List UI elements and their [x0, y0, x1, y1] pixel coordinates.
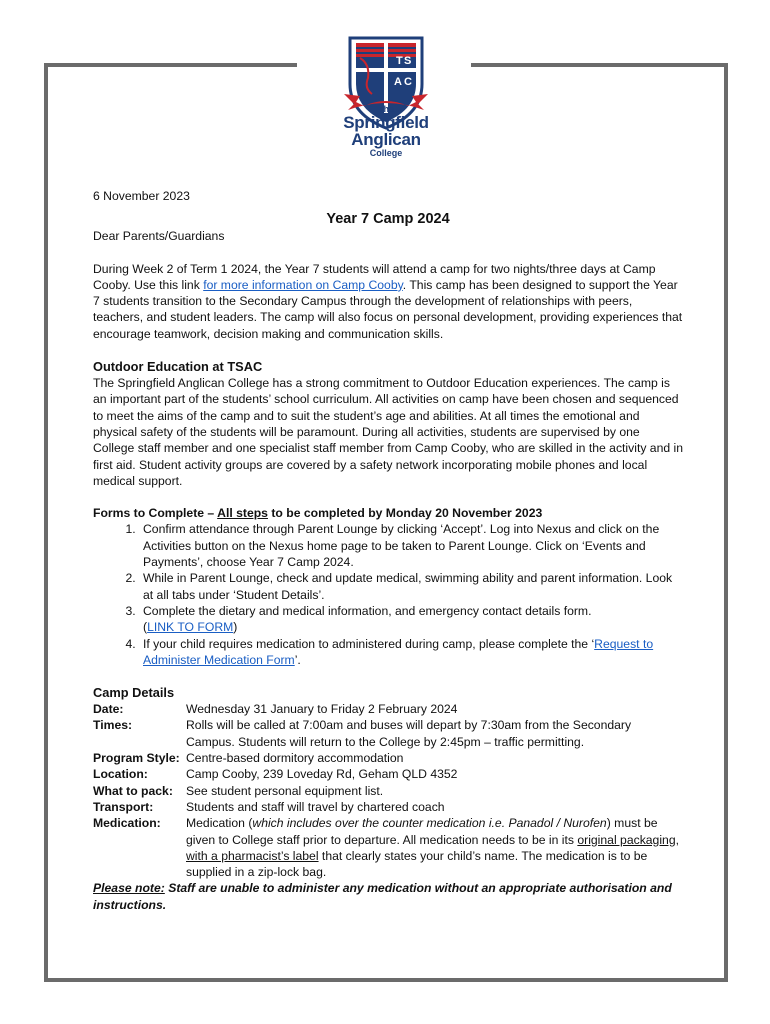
forms-heading-a: Forms to Complete – [93, 506, 218, 521]
salutation: Dear Parents/Guardians [93, 229, 225, 244]
outdoor-education-paragraph: The Springfield Anglican College has a strong commitment to Outdoor Education experiences. The camp is an important part of the students’ school curriculum. All activities on camp have been chosen and sequenced to meet the aims of the camp and to suit the student’s age and abilities. At all times the emotional and physical safety of the students will be paramount. During all activities, students are supervised by one College staff member and one specialist staff member from Camp Cooby, who are skilled in the activity and in first aid. Student activity groups are covered by a safety network incorporating mobile phones and local medical support. [93, 376, 684, 488]
times-label: Times: [93, 718, 133, 733]
crest-letter-a: A [394, 76, 402, 88]
medication-value [186, 815, 683, 880]
forms-heading [93, 505, 683, 521]
step3-paren-open: ( [143, 620, 148, 635]
med-text-italic: which includes over the counter medication i.e. Panadol / Nurofen [252, 816, 607, 831]
intro-text-end: . This camp has been designed to support the Year 7 students transition to the Secondary Campus through the development of relationships with peers, teachers, and student leaders. The camp will also focus on personal development, providing experiences that encourage teamwork, decision making and communication skills. [93, 277, 683, 341]
forms-steps-list [93, 521, 683, 668]
times-value: Rolls will be called at 7:00am and buses will depart by 7:30am from the Secondary Campus. Students will return to the College by 2:45pm – traffic permitting. [186, 718, 632, 749]
camp-cooby-info-link[interactable]: for more information on Camp Cooby [203, 277, 403, 292]
medication-form-link[interactable]: Request to Administer Medication Form [143, 636, 654, 667]
intro-text-start: During Week 2 of Term 1 2024, the Year 7 students will attend a camp for two nights/three days at Camp Cooby. Use this link [93, 261, 656, 292]
crest-letter-s: S [404, 55, 412, 67]
detail-row-program-style [93, 750, 683, 766]
step4-text: If your child requires medication to administered during camp, please complete the ‘ [143, 636, 595, 651]
letter-title: Year 7 Camp 2024 [326, 211, 450, 228]
medication-label: Medication: [93, 816, 161, 831]
please-note [93, 880, 683, 913]
letter-date: 6 November 2023 [93, 189, 190, 203]
letter-body [93, 188, 683, 913]
forms-heading-all-steps: All steps [217, 506, 268, 521]
camp-details-heading: Camp Details [93, 685, 175, 701]
logo-name-line1: Springfield [343, 113, 429, 132]
crest-letter-t: T [396, 55, 403, 67]
step-update-medical: 2. While in Parent Lounge, check and update medical, swimming ability and parent information. Look at all tabs under ‘Student Details’. [139, 570, 683, 603]
frame-top-left [44, 63, 297, 67]
college-wordmark [326, 104, 446, 159]
step3-paren-close: ) [233, 620, 238, 635]
please-note-label: Please note: [93, 881, 165, 896]
frame-bottom [44, 978, 728, 982]
med-text-underlined: original packaging, with a pharmacist’s label [186, 832, 679, 863]
program-style-value: Centre-based dormitory accommodation [186, 751, 404, 766]
logo-name-line2: Anglican [351, 130, 421, 149]
forms-heading-b: to be completed by Monday 20 November 2023 [267, 506, 543, 521]
detail-row-times [93, 717, 683, 750]
frame-top-right [471, 63, 728, 67]
location-label: Location: [93, 767, 148, 782]
detail-row-transport [93, 799, 683, 815]
frame-right [724, 63, 728, 982]
camp-details-table [93, 701, 683, 880]
intro-paragraph [93, 261, 683, 342]
location-value: Camp Cooby, 239 Loveday Rd, Geham QLD 4352 [186, 767, 458, 782]
link-to-form[interactable]: LINK TO FORM [147, 620, 234, 635]
outdoor-education-heading: Outdoor Education at TSAC [93, 359, 263, 375]
logo-the: The [377, 104, 394, 114]
step-dietary-form [139, 603, 683, 636]
crest-letter-c: C [404, 76, 412, 88]
frame-left [44, 63, 48, 982]
step-medication-form [139, 636, 683, 669]
step-confirm-attendance: 1. Confirm attendance through Parent Lounge by clicking ‘Accept’. Log into Nexus and click on the Activities button on the Nexus home page to be taken to Parent Lounge. Click on ‘Events and Payments’, choose Year 7 Camp 2024. [139, 521, 683, 570]
what-to-pack-value: See student personal equipment list. [186, 783, 384, 798]
detail-row-medication [93, 815, 683, 880]
med-text-a: Medication ( [186, 816, 253, 831]
med-text-c: that clearly states your child’s name. The medication is to be supplied in a zip-lock bag. [186, 848, 648, 880]
detail-row-date [93, 701, 683, 717]
detail-row-what-to-pack [93, 783, 683, 799]
detail-row-location [93, 766, 683, 782]
date-label: Date: [93, 702, 124, 717]
program-style-label: Program Style: [93, 751, 180, 766]
transport-label: Transport: [93, 799, 154, 814]
date-value: Wednesday 31 January to Friday 2 February 2024 [186, 702, 458, 717]
transport-value: Students and staff will travel by chartered coach [186, 799, 445, 814]
please-note-text: Staff are unable to administer any medication without an appropriate authorisation and instructions. [93, 881, 672, 912]
step3-text: Complete the dietary and medical information, and emergency contact details form. [143, 603, 592, 618]
med-text-b: ) must be given to College staff prior to departure. All medication needs to be in its [186, 816, 658, 847]
step4-end: ’. [294, 652, 301, 667]
what-to-pack-label: What to pack: [93, 783, 173, 798]
logo-college: College [369, 148, 403, 158]
